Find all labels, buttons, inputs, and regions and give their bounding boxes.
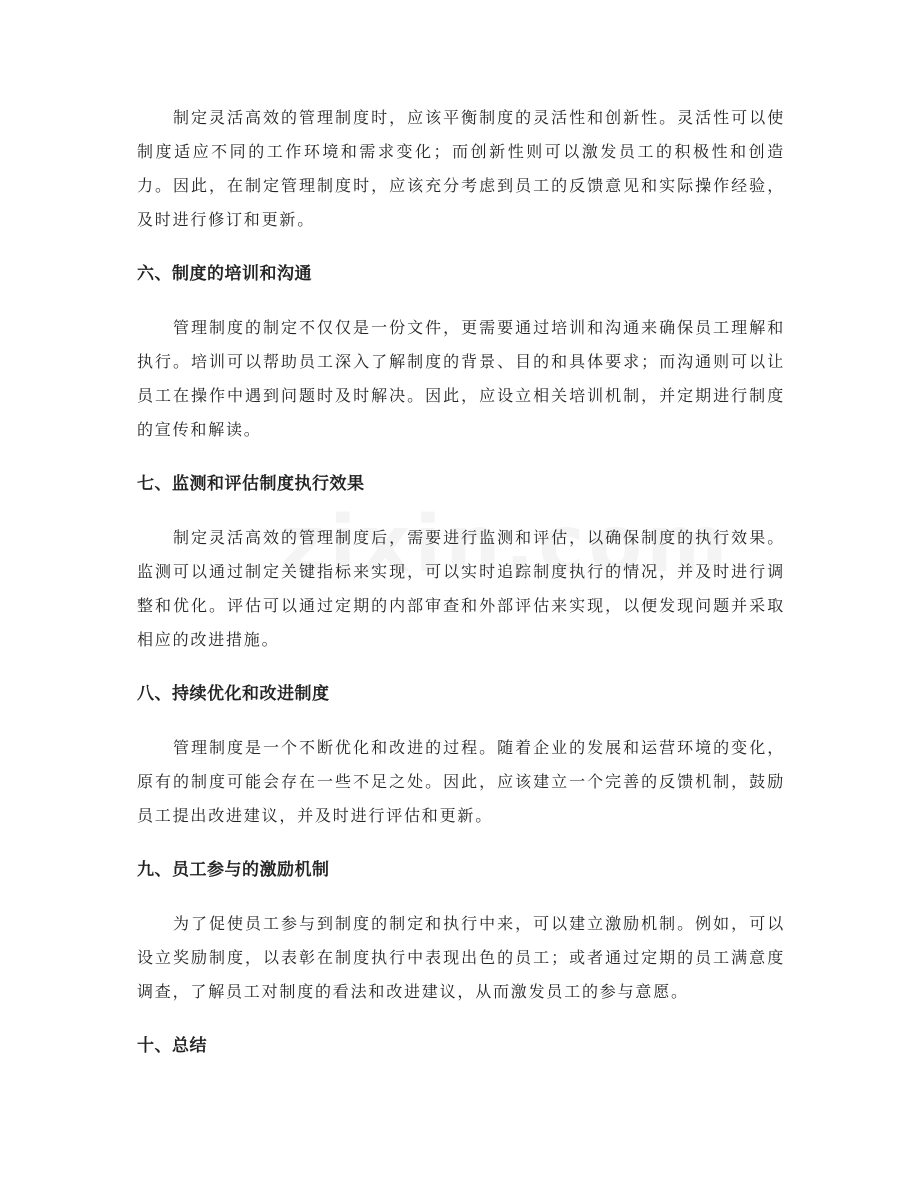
- heading-section-10: 十、总结: [137, 1036, 207, 1056]
- paragraph-section-8: 管理制度是一个不断优化和改进的过程。随着企业的发展和运营环境的变化，原有的制度可能会存在一些不足之处。因此，应该建立一个完善的反馈机制，鼓励员工提出改进建议，并及时进行评估和更新。: [137, 738, 785, 825]
- heading-section-9: 九、员工参与的激励机制: [137, 860, 330, 880]
- document-body: [137, 101, 785, 1063]
- paragraph-section-7: 制定灵活高效的管理制度后，需要进行监测和评估，以确保制度的执行效果。监测可以通过制定关键指标来实现，可以实时追踪制度执行的情况，并及时进行调整和优化。评估可以通过定期的内部审查和外部评估来实现，以便发现问题并采取相应的改进措施。: [137, 528, 785, 649]
- paragraph-section-6: 管理制度的制定不仅仅是一份文件，更需要通过培训和沟通来确保员工理解和执行。培训可以帮助员工深入了解制度的背景、目的和具体要求；而沟通则可以让员工在操作中遇到问题时及时解决。因此，应设立相关培训机制，并定期进行制度的宣传和解读。: [137, 318, 785, 439]
- paragraph-section-9: 为了促使员工参与到制度的制定和执行中来，可以建立激励机制。例如，可以设立奖励制度，以表彰在制度执行中表现出色的员工；或者通过定期的员工满意度调查，了解员工对制度的看法和改进建议，从而激发员工的参与意愿。: [137, 914, 785, 1001]
- heading-section-7: 七、监测和评估制度执行效果: [137, 474, 365, 494]
- paragraph-intro: 制定灵活高效的管理制度时，应该平衡制度的灵活性和创新性。灵活性可以使制度适应不同的工作环境和需求变化；而创新性则可以激发员工的积极性和创造力。因此，在制定管理制度时，应该充分考虑到员工的反馈意见和实际操作经验，及时进行修订和更新。: [137, 108, 785, 229]
- heading-section-8: 八、持续优化和改进制度: [137, 684, 330, 704]
- heading-section-6: 六、制度的培训和沟通: [137, 264, 312, 284]
